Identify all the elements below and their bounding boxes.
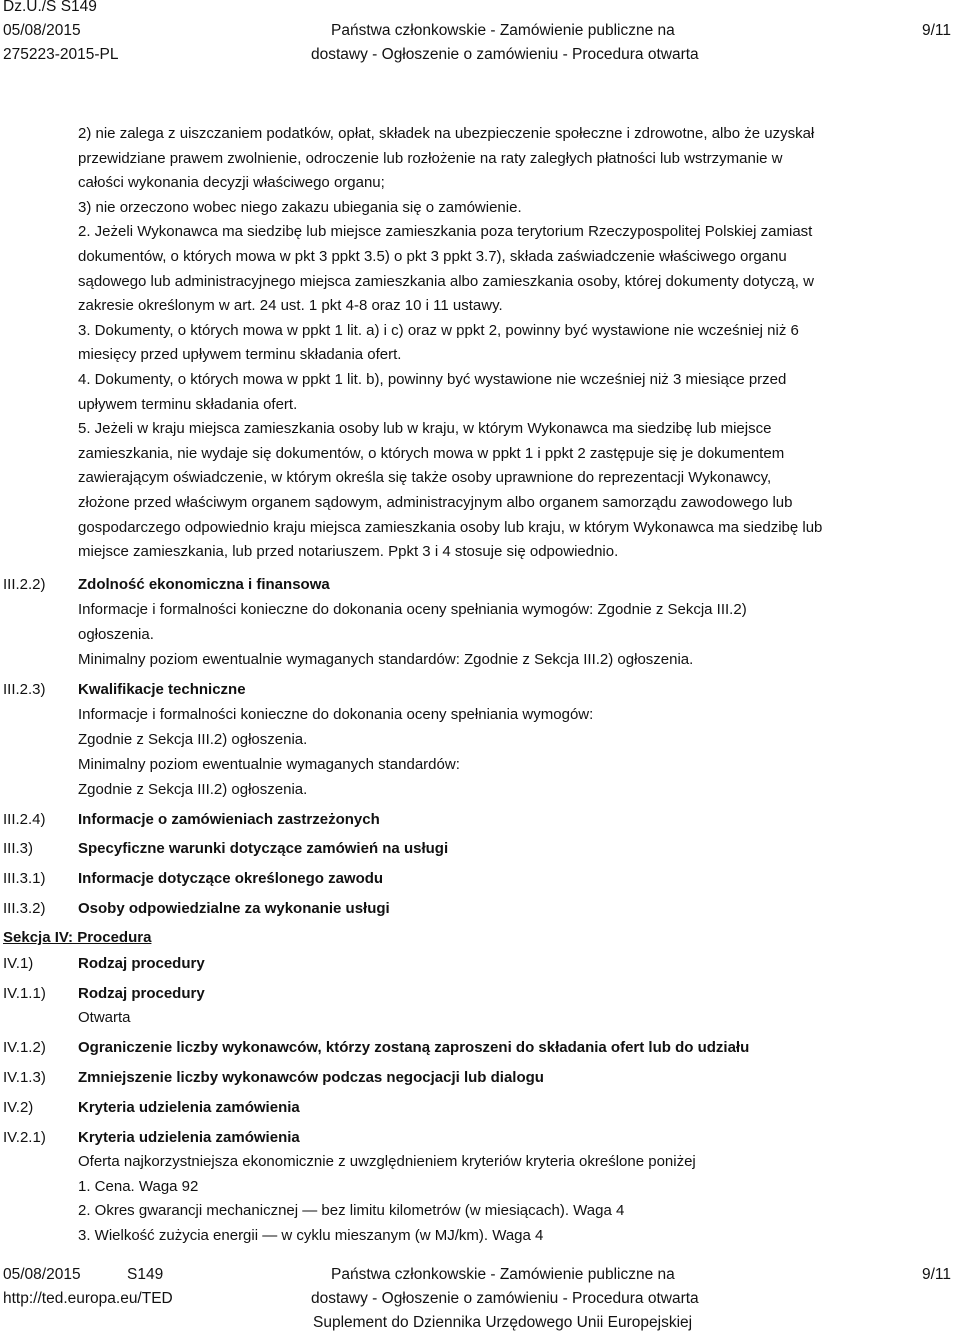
- section-title-award-criteria: Kryteria udzielenia zamówienia: [78, 1099, 300, 1116]
- paragraph-line: zakresie określonym w art. 24 ust. 1 pkt 4-8 oraz 10 i 11 ustawy.: [78, 297, 503, 315]
- paragraph-line: całości wykonania decyzji właściwego organu;: [78, 174, 385, 192]
- section-title-profession: Informacje dotyczące określonego zawodu: [78, 870, 384, 887]
- paragraph-line: gospodarczego odpowiednio kraju miejsca zamieszkania osoby lub kraju, w którym Wykonawca ma siedzibę lub: [78, 518, 823, 536]
- paragraph-line: miejsce zamieszkania, lub przed notariuszem. Ppkt 3 i 4 stosuje się odpowiednio.: [78, 543, 619, 561]
- criteria-line: 2. Okres gwarancji mechanicznej — bez limitu kilometrów (w miesiącach). Waga 4: [78, 1202, 625, 1219]
- notice-number: 275223-2015-PL: [3, 46, 119, 63]
- section-line: Zgodnie z Sekcja III.2) ogłoszenia.: [78, 781, 308, 798]
- section-number: III.2.3): [3, 681, 46, 698]
- paragraph-line: 4. Dokumenty, o których mowa w ppkt 1 lit. b), powinny być wystawione nie wcześniej niż 3 miesiące przed: [78, 370, 787, 388]
- section-title-award-criteria-sub: Kryteria udzielenia zamówienia: [78, 1129, 300, 1146]
- section-number: IV.2.1): [3, 1129, 46, 1146]
- paragraph-line: sądowego lub administracyjnego miejsca zamieszkania albo zamieszkania osoby, której dokumenty dotyczą, w: [78, 272, 814, 290]
- section-number: III.2.4): [3, 811, 46, 828]
- section-title-responsible-staff: Osoby odpowiedzialne za wykonanie usługi: [78, 900, 390, 917]
- paragraph-line: przewidziane prawem zwolnienie, odroczenie lub rozłożenie na raty zaległych płatności lub wstrzymanie w: [78, 149, 783, 167]
- procedure-type-value: Otwarta: [78, 1009, 131, 1026]
- paragraph-line: 2) nie zalega z uiszczaniem podatków, opłat, składek na ubezpieczenie społeczne i zdrowotne, albo że uzyskał: [78, 125, 815, 142]
- footer-supplement: Suplement do Dziennika Urzędowego Unii Europejskiej: [313, 1314, 693, 1331]
- section-number: III.3.1): [3, 870, 46, 887]
- footer-series: S149: [127, 1266, 164, 1283]
- paragraph-line: zamieszkania, nie wydaje się dokumentów, o których mowa w ppkt 1 i ppkt 2 zastępuje się je dokumentem: [78, 444, 785, 462]
- section-title: Zdolność ekonomiczna i finansowa: [78, 576, 330, 593]
- doc-id: Dz.U./S S149: [3, 0, 97, 15]
- paragraph-line: złożone przed właściwym organem sądowym, administracyjnym albo organem samorządu zawodowego lub: [78, 493, 793, 511]
- section-number: III.3): [3, 840, 34, 857]
- paragraph-line: 3. Dokumenty, o których mowa w ppkt 1 lit. a) i c) oraz w ppkt 2, powinny być wystawione nie wcześniej niż 6: [78, 321, 799, 339]
- criteria-line: 1. Cena. Waga 92: [78, 1178, 199, 1195]
- header-title-line1: Państwa członkowskie - Zamówienie publiczne na: [331, 22, 675, 39]
- paragraph-line: zawierającym oświadczenie, w którym określa się także osoby uprawnione do reprezentacji Wykonawcy,: [78, 469, 772, 487]
- conditions-paragraph: [78, 122, 958, 565]
- section-iv-heading: Sekcja IV: Procedura: [3, 929, 152, 946]
- section-title-reduce-contractors: Zmniejszenie liczby wykonawców podczas negocjacji lub dialogu: [78, 1069, 544, 1086]
- section-line: ogłoszenia.: [78, 626, 154, 643]
- section-line: Zgodnie z Sekcja III.2) ogłoszenia.: [78, 731, 308, 748]
- section-line: Informacje i formalności konieczne do dokonania oceny spełniania wymogów: Zgodnie z Sekcja III.2): [78, 601, 747, 618]
- criteria-line: 3. Wielkość zużycia energii — w cyklu mieszanym (w MJ/km). Waga 4: [78, 1227, 544, 1244]
- section-title: Kwalifikacje techniczne: [78, 681, 246, 698]
- criteria-line: Oferta najkorzystniejsza ekonomicznie z uwzględnieniem kryteriów kryteria określone poniżej: [78, 1153, 696, 1170]
- paragraph-line: upływem terminu składania ofert.: [78, 395, 298, 413]
- section-number: IV.1): [3, 955, 34, 972]
- section-line: Minimalny poziom ewentualnie wymaganych standardów: Zgodnie z Sekcja III.2) ogłoszenia.: [78, 651, 694, 668]
- section-line: Minimalny poziom ewentualnie wymaganych standardów:: [78, 756, 460, 773]
- section-number: III.2.2): [3, 576, 46, 593]
- section-title-service-conditions: Specyficzne warunki dotyczące zamówień na usługi: [78, 840, 449, 857]
- footer-title-line2: dostawy - Ogłoszenie o zamówieniu - Procedura otwarta: [311, 1290, 699, 1307]
- paragraph-line: dokumentów, o których mowa w pkt 3 ppkt 3.5) o pkt 3 ppkt 3.7), składa zaświadczenie właściwego organu: [78, 247, 787, 265]
- paragraph-line: miesięcy przed upływem terminu składania ofert.: [78, 346, 402, 364]
- header-date: 05/08/2015: [3, 22, 81, 39]
- section-title-reserved-contracts: Informacje o zamówieniach zastrzeżonych: [78, 811, 380, 828]
- section-title-procedure-type-sub: Rodzaj procedury: [78, 985, 205, 1002]
- section-title-limit-contractors: Ograniczenie liczby wykonawców, którzy zostaną zaproszeni do składania ofert lub do udziału: [78, 1039, 750, 1056]
- footer-date: 05/08/2015: [3, 1266, 81, 1283]
- section-title-procedure-type: Rodzaj procedury: [78, 955, 205, 972]
- section-number: IV.1.2): [3, 1039, 46, 1056]
- section-number: IV.2): [3, 1099, 34, 1116]
- header-title-line2: dostawy - Ogłoszenie o zamówieniu - Procedura otwarta: [311, 46, 699, 63]
- section-line: Informacje i formalności konieczne do dokonania oceny spełniania wymogów:: [78, 706, 594, 723]
- section-number: III.3.2): [3, 900, 46, 917]
- paragraph-line: 3) nie orzeczono wobec niego zakazu ubiegania się o zamówienie.: [78, 198, 522, 216]
- footer-url-link[interactable]: http://ted.europa.eu/TED: [3, 1290, 173, 1307]
- section-number: IV.1.3): [3, 1069, 46, 1086]
- paragraph-line: 5. Jeżeli w kraju miejsca zamieszkania osoby lub w kraju, w którym Wykonawca ma siedzibę lub miejsce: [78, 420, 772, 438]
- header-page-number: 9/11: [922, 22, 952, 39]
- section-number: IV.1.1): [3, 985, 46, 1002]
- footer-page-number: 9/11: [922, 1266, 952, 1283]
- footer-title-line1: Państwa członkowskie - Zamówienie publiczne na: [331, 1266, 675, 1283]
- paragraph-line: 2. Jeżeli Wykonawca ma siedzibę lub miejsce zamieszkania poza terytorium Rzeczypospolitej Polskiej zamiast: [78, 223, 813, 241]
